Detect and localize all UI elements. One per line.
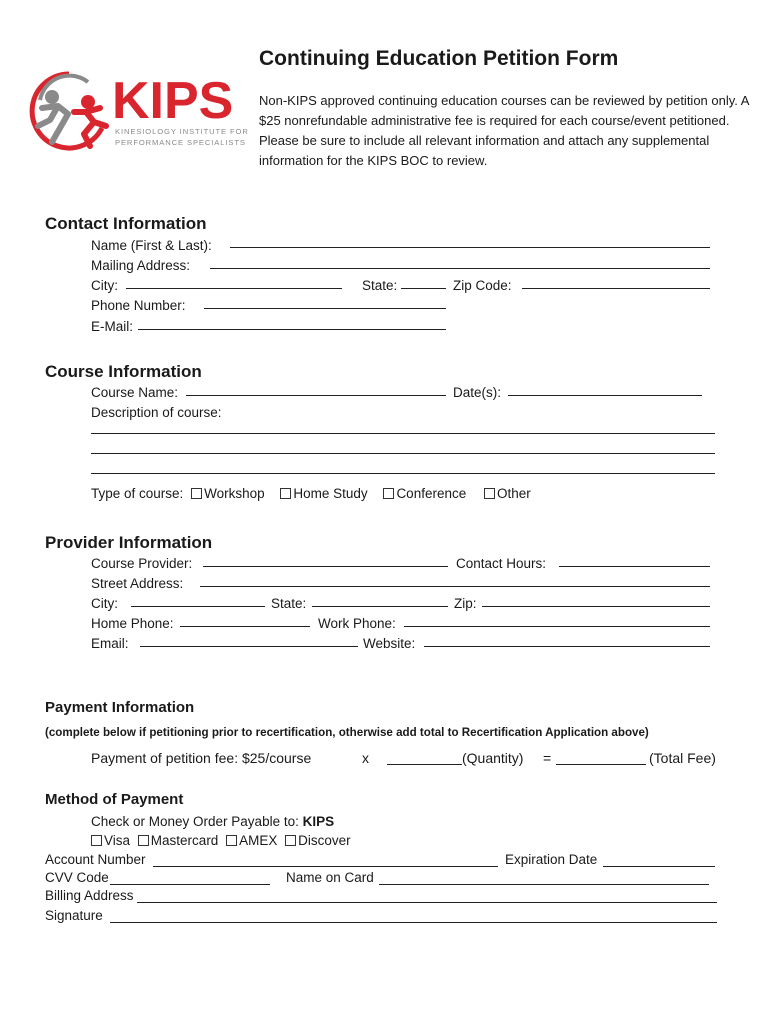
- course-heading: Course Information: [45, 362, 202, 381]
- website-field[interactable]: [424, 646, 710, 647]
- method-heading: Method of Payment: [45, 791, 184, 808]
- kips-logo: [28, 68, 250, 158]
- cvv-field[interactable]: [110, 884, 270, 885]
- quantity-field[interactable]: [387, 764, 462, 765]
- type-home-study-option[interactable]: Home Study: [280, 486, 367, 502]
- description-line-2[interactable]: [91, 453, 715, 454]
- phone-field[interactable]: [204, 308, 446, 309]
- payment-note: (complete below if petitioning prior to recertification, otherwise add total to Recertification Application above): [45, 726, 649, 739]
- zip-field[interactable]: [522, 288, 710, 289]
- description-line-1[interactable]: [91, 433, 715, 434]
- kips-wordmark: [112, 68, 252, 148]
- city-label: City:: [91, 278, 118, 293]
- page-title: Continuing Education Petition Form: [259, 47, 619, 70]
- card-visa-option[interactable]: Visa: [91, 833, 130, 849]
- name-field[interactable]: [230, 247, 710, 248]
- billing-address-label: Billing Address: [45, 888, 134, 903]
- card-options-row: [91, 833, 351, 849]
- course-type-row: [91, 486, 531, 502]
- work-phone-label: Work Phone:: [318, 616, 396, 631]
- cvv-label: CVV Code: [45, 870, 109, 885]
- state-field[interactable]: [401, 288, 446, 289]
- intro-paragraph: Non-KIPS approved continuing education courses can be reviewed by petition only. A $25 nonrefundable administrative fee is required for each course/event petitioned. Please be sure to include all relevant information and attach any supplemental information for the KIPS BOC to review.: [259, 93, 749, 168]
- type-workshop-option[interactable]: Workshop: [191, 486, 265, 502]
- check-payee: KIPS: [302, 814, 335, 829]
- state-label: State:: [362, 278, 398, 293]
- provider-email-field[interactable]: [140, 646, 358, 647]
- card-mastercard-option[interactable]: Mastercard: [138, 833, 219, 849]
- expiration-field[interactable]: [603, 866, 715, 867]
- street-label: Street Address:: [91, 576, 184, 591]
- total-fee-field[interactable]: [556, 764, 646, 765]
- provider-zip-label: Zip:: [454, 596, 477, 611]
- dates-field[interactable]: [508, 395, 702, 396]
- card-amex-option[interactable]: AMEX: [226, 833, 277, 849]
- contact-hours-field[interactable]: [559, 566, 710, 567]
- signature-field[interactable]: [110, 922, 717, 923]
- provider-state-label: State:: [271, 596, 307, 611]
- check-payable-row: Check or Money Order Payable to: KIPS: [91, 814, 335, 829]
- type-conference-option[interactable]: Conference: [383, 486, 466, 502]
- equals-symbol: =: [543, 750, 552, 766]
- course-name-field[interactable]: [186, 395, 446, 396]
- website-label: Website:: [363, 636, 416, 651]
- provider-city-field[interactable]: [131, 606, 265, 607]
- name-on-card-field[interactable]: [379, 884, 709, 885]
- street-field[interactable]: [200, 586, 710, 587]
- phone-label: Phone Number:: [91, 298, 186, 313]
- mailing-field[interactable]: [210, 268, 710, 269]
- times-symbol: x: [362, 750, 369, 766]
- description-line-3[interactable]: [91, 473, 715, 474]
- provider-zip-field[interactable]: [482, 606, 710, 607]
- svg-text:KIPS: KIPS: [112, 72, 234, 130]
- payment-heading: Payment Information: [45, 699, 195, 716]
- card-discover-option[interactable]: Discover: [285, 833, 351, 849]
- checkbox-icon[interactable]: [91, 835, 102, 846]
- provider-heading: Provider Information: [45, 533, 213, 552]
- total-fee-label: (Total Fee): [649, 750, 716, 766]
- checkbox-icon[interactable]: [285, 835, 296, 846]
- contact-heading: Contact Information: [45, 214, 207, 233]
- petition-fee-label: Payment of petition fee: $25/course: [91, 750, 312, 766]
- zip-label: Zip Code:: [453, 278, 512, 293]
- svg-text:KINESIOLOGY INSTITUTE FOR: KINESIOLOGY INSTITUTE FOR: [115, 127, 249, 136]
- checkbox-icon[interactable]: [138, 835, 149, 846]
- email-field[interactable]: [138, 329, 446, 330]
- email-label: E-Mail:: [91, 319, 134, 334]
- account-number-label: Account Number: [45, 852, 146, 867]
- checkbox-icon[interactable]: [484, 488, 495, 499]
- name-on-card-label: Name on Card: [286, 870, 374, 885]
- work-phone-field[interactable]: [404, 626, 710, 627]
- course-type-label: Type of course:: [91, 486, 184, 501]
- provider-label: Course Provider:: [91, 556, 193, 571]
- svg-text:PERFORMANCE SPECIALISTS: PERFORMANCE SPECIALISTS: [115, 138, 246, 147]
- signature-label: Signature: [45, 908, 103, 923]
- checkbox-icon[interactable]: [383, 488, 394, 499]
- provider-field[interactable]: [203, 566, 448, 567]
- checkbox-icon[interactable]: [191, 488, 202, 499]
- description-label: Description of course:: [91, 405, 222, 420]
- mailing-label: Mailing Address:: [91, 258, 191, 273]
- quantity-label: (Quantity): [462, 750, 524, 766]
- course-name-label: Course Name:: [91, 385, 179, 400]
- billing-address-field[interactable]: [137, 902, 717, 903]
- name-label: Name (First & Last):: [91, 238, 212, 253]
- account-number-field[interactable]: [153, 866, 498, 867]
- dates-label: Date(s):: [453, 385, 502, 400]
- runner-figures-icon: [28, 70, 110, 152]
- provider-city-label: City:: [91, 596, 118, 611]
- checkbox-icon[interactable]: [226, 835, 237, 846]
- checkbox-icon[interactable]: [280, 488, 291, 499]
- home-phone-label: Home Phone:: [91, 616, 174, 631]
- expiration-label: Expiration Date: [505, 852, 598, 867]
- provider-email-label: Email:: [91, 636, 129, 651]
- city-field[interactable]: [126, 288, 342, 289]
- type-other-option[interactable]: Other: [484, 486, 531, 502]
- home-phone-field[interactable]: [180, 626, 310, 627]
- provider-state-field[interactable]: [312, 606, 448, 607]
- contact-hours-label: Contact Hours:: [456, 556, 547, 571]
